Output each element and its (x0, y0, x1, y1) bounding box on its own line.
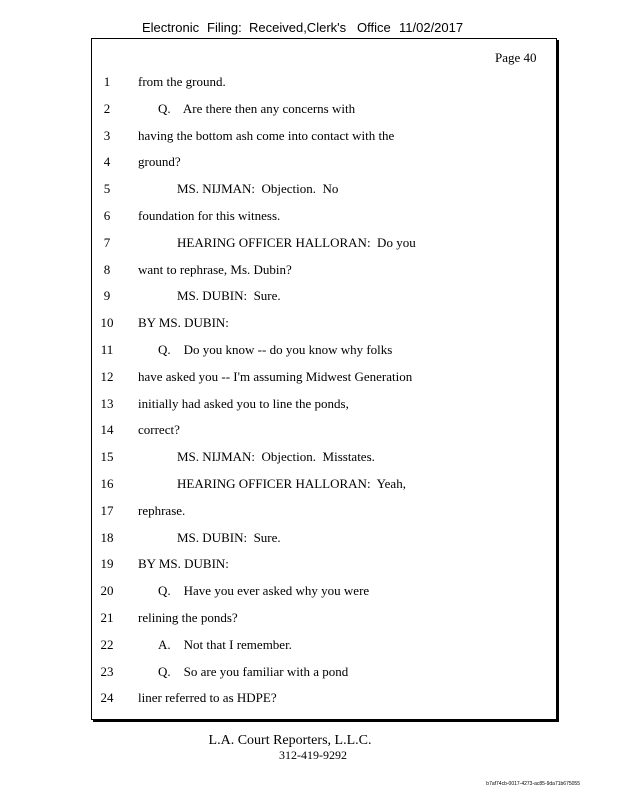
footer-company-name: L.A. Court Reporters, L.L.C. (208, 733, 372, 748)
transcript-line-text: having the bottom ash come into contact with the (138, 128, 395, 143)
line-number: 1 (103, 74, 111, 89)
transcript-line-text: A. Not that I remember. (158, 637, 292, 652)
transcript-line-text: have asked you -- I'm assuming Midwest Generation (138, 369, 413, 384)
line-number: 15 (100, 449, 114, 464)
line-number: 14 (100, 422, 114, 437)
line-number: 19 (100, 556, 114, 571)
transcript-line-text: liner referred to as HDPE? (138, 690, 277, 705)
line-number: 4 (103, 154, 111, 169)
line-number: 18 (100, 530, 114, 545)
line-number: 13 (100, 396, 114, 411)
line-number: 16 (100, 476, 114, 491)
line-number: 21 (100, 610, 114, 625)
line-number: 9 (103, 288, 111, 303)
page-number: Page 40 (495, 50, 537, 65)
transcript-line-text: MS. DUBIN: Sure. (177, 288, 281, 303)
filing-header-electronic: Electronic (142, 20, 200, 35)
transcript-line-text: MS. DUBIN: Sure. (177, 530, 281, 545)
transcript-line-text: relining the ponds? (138, 610, 238, 625)
transcript-line-text: Q. So are you familiar with a pond (158, 664, 349, 679)
filing-header-received: Received,Clerk's (249, 20, 347, 35)
line-number: 17 (100, 503, 114, 518)
document-hash: b7af74cb-0017-4273-ac85-9da71b675055 (486, 781, 580, 787)
line-number: 2 (103, 101, 111, 116)
transcript-line-text: rephrase. (138, 503, 186, 518)
line-number: 10 (100, 315, 114, 330)
line-number: 5 (103, 181, 111, 196)
transcript-line-text: Q. Have you ever asked why you were (158, 583, 370, 598)
transcript-line-text: foundation for this witness. (138, 208, 281, 223)
filing-header-office: Office (357, 20, 391, 35)
line-number: 7 (103, 235, 111, 250)
transcript-line-text: correct? (138, 422, 180, 437)
transcript-line-text: initially had asked you to line the ponds, (138, 396, 349, 411)
transcript-line-text: Q. Do you know -- do you know why folks (158, 342, 393, 357)
transcript-line-text: BY MS. DUBIN: (138, 556, 229, 571)
transcript-line-text: HEARING OFFICER HALLORAN: Do you (177, 235, 416, 250)
transcript-line-text: want to rephrase, Ms. Dubin? (138, 262, 292, 277)
transcript-line-text: HEARING OFFICER HALLORAN: Yeah, (177, 476, 406, 491)
filing-header-date: 11/02/2017 (399, 20, 464, 35)
line-number: 11 (100, 342, 114, 357)
transcript-line-text: MS. NIJMAN: Objection. No (177, 181, 339, 196)
transcript-line-text: MS. NIJMAN: Objection. Misstates. (177, 449, 375, 464)
transcript-line-text: Q. Are there then any concerns with (158, 101, 356, 116)
footer-phone-number: 312-419-9292 (279, 748, 347, 762)
line-number: 24 (100, 690, 114, 705)
line-number: 20 (100, 583, 114, 598)
line-number: 6 (103, 208, 111, 223)
transcript-line-text: BY MS. DUBIN: (138, 315, 229, 330)
line-number: 3 (103, 128, 111, 143)
line-number: 23 (100, 664, 114, 679)
filing-header (0, 20, 618, 38)
line-number: 8 (103, 262, 111, 277)
transcript-line-text: from the ground. (138, 74, 226, 89)
transcript-line-text: ground? (138, 154, 181, 169)
line-number: 12 (100, 369, 114, 384)
line-number: 22 (100, 637, 114, 652)
filing-header-filing: Filing: (207, 20, 242, 35)
